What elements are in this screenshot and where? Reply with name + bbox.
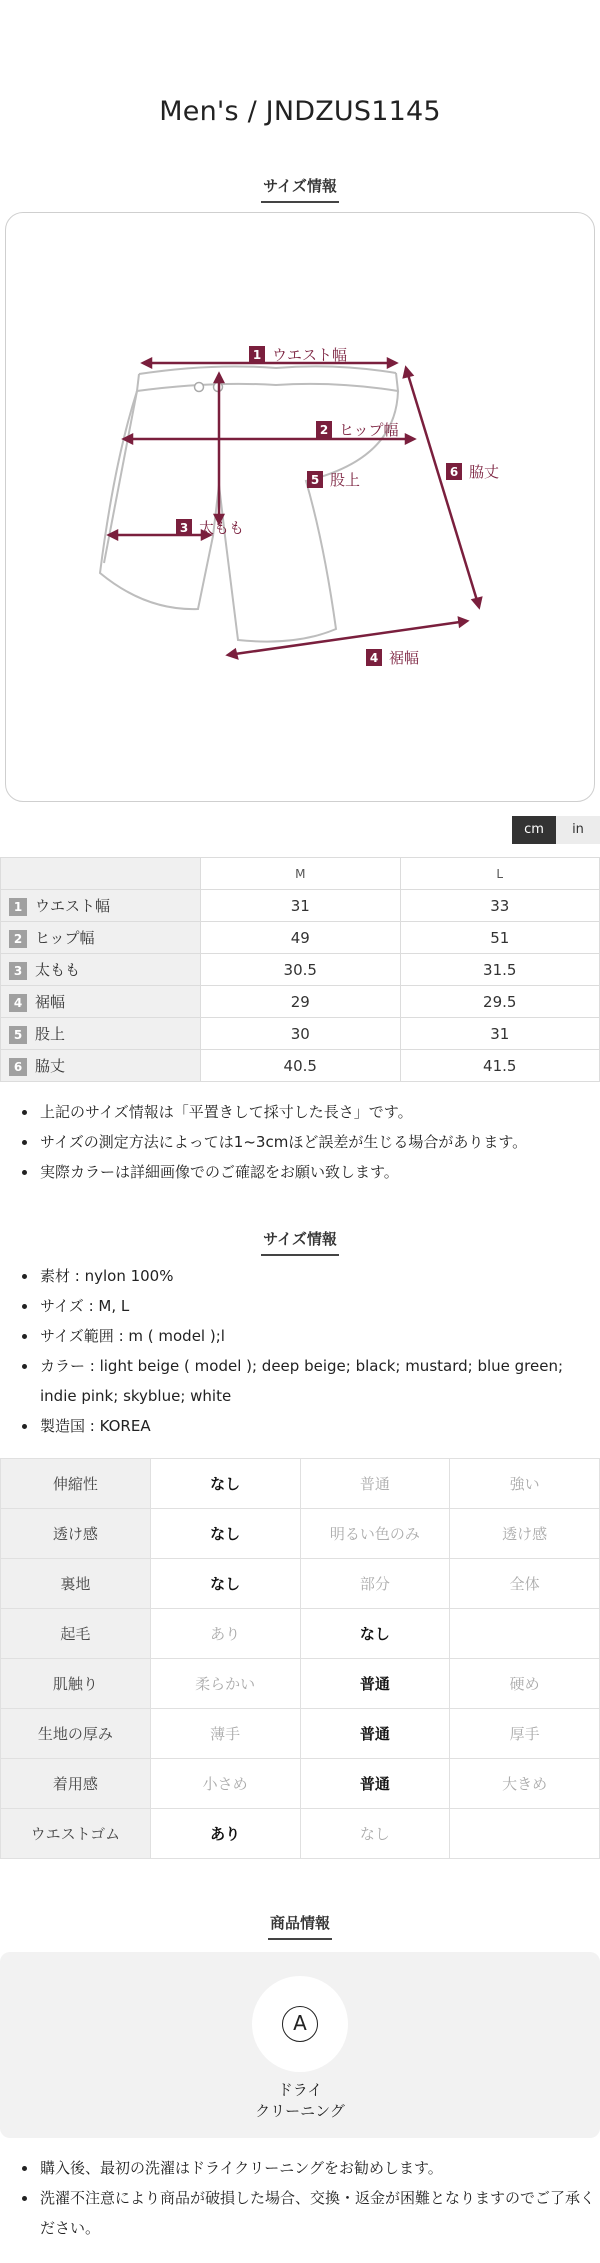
table-cell: 49 [201,922,401,954]
fabric-option: あり [150,1809,300,1859]
size-table-corner [1,858,201,890]
size-table-header [1,858,600,890]
fabric-label: 生地の厚み [1,1709,151,1759]
hem-num: 4 [369,651,379,665]
fabric-option [450,1609,600,1659]
fabric-label: ウエストゴム [1,1809,151,1859]
fabric-option: 柔らかい [150,1659,300,1709]
list-item: 上記のサイズ情報は「平置きして採寸した長さ」です。 [18,1097,598,1127]
size-diagram [5,212,595,802]
fabric-option: 普通 [300,1709,450,1759]
table-row [1,1659,600,1709]
fabric-label: 伸縮性 [1,1459,151,1509]
care-panel [0,1952,600,2138]
fabric-label: 着用感 [1,1759,151,1809]
table-cell: 29.5 [400,986,600,1018]
shorts-diagram-svg [6,213,596,803]
fabric-option: なし [150,1459,300,1509]
list-item: サイズ範囲 : m ( model );l [18,1321,598,1351]
table-cell: 51 [400,922,600,954]
fabric-option: 普通 [300,1759,450,1809]
fabric-option: 強い [450,1459,600,1509]
row-num-badge: 3 [9,962,27,980]
care-label-line2: クリーニング [255,2102,345,2120]
table-row [1,1609,600,1659]
care-label-line1: ドライ [277,2081,323,2099]
row-num-badge: 6 [9,1058,27,1076]
waist-label: ウエスト幅 [272,346,348,364]
row-label: ウエスト幅 [35,897,111,915]
table-cell: 30 [201,1018,401,1050]
fabric-label: 裏地 [1,1559,151,1609]
care-circle [252,1976,348,2072]
button-left [195,383,204,392]
row-num-badge: 1 [9,898,27,916]
fabric-option: 全体 [450,1559,600,1609]
care-label [0,2080,600,2122]
list-item: 素材 : nylon 100% [18,1261,598,1291]
table-cell: 33 [400,890,600,922]
detail-heading: サイズ情報 [0,1228,600,1256]
fabric-option: 厚手 [450,1709,600,1759]
table-cell: 40.5 [201,1050,401,1082]
fabric-label: 透け感 [1,1509,151,1559]
product-notes [18,2153,598,2243]
thigh-label: 太もも [199,519,245,537]
size-col-header: L [400,858,600,890]
fabric-option: なし [300,1809,450,1859]
waist-num: 1 [252,348,262,362]
table-cell: 30.5 [201,954,401,986]
table-cell: 41.5 [400,1050,600,1082]
row-label: 裾幅 [35,993,66,1011]
table-row [1,954,600,986]
fabric-option: 明るい色のみ [300,1509,450,1559]
hip-num: 2 [319,423,329,437]
list-item: サイズの測定方法によっては1~3cmほど誤差が生じる場合があります。 [18,1127,598,1157]
hip-label: ヒップ幅 [339,421,399,439]
table-row [1,1759,600,1809]
size-info-heading: サイズ情報 [0,175,600,203]
fabric-option: 薄手 [150,1709,300,1759]
unit-toggle [512,816,600,844]
row-label: 太もも [35,961,81,979]
shorts-outline [100,366,398,641]
list-item: 製造国 : KOREA [18,1411,598,1441]
dry-clean-icon: A [282,2006,318,2042]
table-row [1,1459,600,1509]
measure-labels [176,346,499,667]
fabric-label: 肌触り [1,1659,151,1709]
row-num-badge: 4 [9,994,27,1012]
rise-num: 5 [310,473,320,487]
hem-label: 裾幅 [389,649,420,667]
list-item: サイズ : M, L [18,1291,598,1321]
thigh-num: 3 [179,521,189,535]
size-col-header: M [201,858,401,890]
table-row [1,1018,600,1050]
outseam-num: 6 [449,465,459,479]
table-row [1,1559,600,1609]
row-label: 脇丈 [35,1057,66,1075]
table-row [1,1809,600,1859]
row-label: ヒップ幅 [35,929,95,947]
fabric-option: 普通 [300,1659,450,1709]
detail-list [18,1261,598,1441]
table-row [1,986,600,1018]
fabric-option: なし [150,1509,300,1559]
fabric-option: あり [150,1609,300,1659]
list-item: カラー : light beige ( model ); deep beige; black; mustard; blue green; indie pink; skyblue; white [18,1351,598,1411]
fabric-option: 硬め [450,1659,600,1709]
table-cell: 31 [201,890,401,922]
list-item: 購入後、最初の洗濯はドライクリーニングをお勧めします。 [18,2153,598,2183]
unit-in-button[interactable]: in [556,816,600,844]
unit-cm-button[interactable]: cm [512,816,556,844]
fabric-option: 透け感 [450,1509,600,1559]
outseam-label: 脇丈 [469,463,500,481]
fabric-label: 起毛 [1,1609,151,1659]
fabric-option: なし [300,1609,450,1659]
product-info-heading: 商品情報 [0,1912,600,1940]
measure-lines [109,359,481,658]
fabric-option: 大きめ [450,1759,600,1809]
fabric-option: 普通 [300,1459,450,1509]
row-num-badge: 2 [9,930,27,948]
table-row [1,890,600,922]
rise-label: 股上 [330,471,361,489]
list-item: 実際カラーは詳細画像でのご確認をお願い致します。 [18,1157,598,1187]
table-row [1,1509,600,1559]
row-label: 股上 [35,1025,66,1043]
fabric-option [450,1809,600,1859]
table-cell: 31 [400,1018,600,1050]
list-item: 洗濯不注意により商品が破損した場合、交換・返金が困難となりますのでご了承ください。 [18,2183,598,2243]
table-row [1,922,600,954]
size-notes [18,1097,598,1187]
page-title: Men's / JNDZUS1145 [159,96,441,127]
fabric-option: 小さめ [150,1759,300,1809]
fabric-option: なし [150,1559,300,1609]
size-table [0,857,600,1082]
row-num-badge: 5 [9,1026,27,1044]
fabric-table [0,1458,600,1859]
table-cell: 29 [201,986,401,1018]
table-row [1,1709,600,1759]
table-row [1,1050,600,1082]
fabric-option: 部分 [300,1559,450,1609]
table-cell: 31.5 [400,954,600,986]
